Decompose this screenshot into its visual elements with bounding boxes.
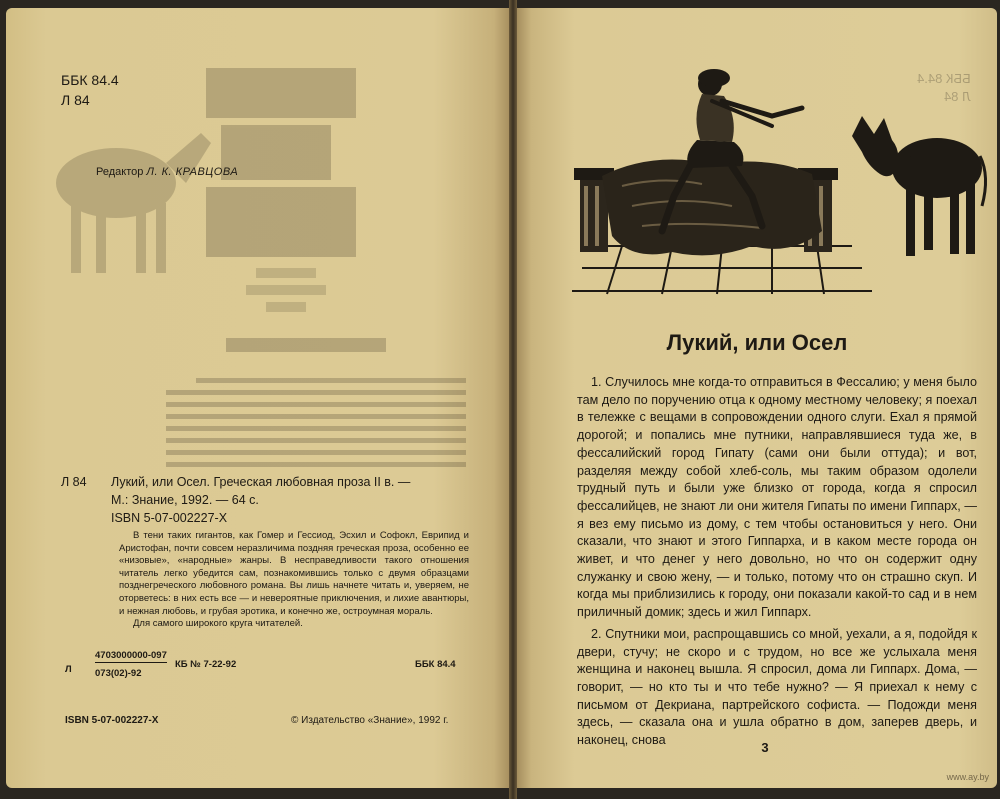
couch-icon — [574, 160, 838, 256]
copyright-notice: © Издательство «Знание», 1992 г. — [291, 715, 449, 726]
paragraph-1: 1. Случилось мне когда-то отправиться в Фессалию; у меня было там дело по поручению отца к одному местному человеку; я поехал в тележке с вещами в сопровождении одного слуги. Ехал я прямой дорогой; и попались мне путники, направлявшиеся туда же, в фессалийский город Гипату (сами они были оттуда); и вот, разделяя между собой хлеб-соль, мы таким образом одолели трудный путь и были уже близко от города, когда я спросил фессалийцев, не знают ли они жителя Гипаты по имени Гиппарх, — я вез ему письмо из дому, с тем чтобы остановиться у него. Они сказали, что знают и этого Гиппарха, и в каком месте города он живет, и что денег у него довольно, но что он содержит одну служанку и свою жену, — и только, потому что он страшно скуп. И когда мы приблизились к городу, они показали какой-то сад и в нем приличный домик; здесь и жил Гиппарх. — [577, 375, 977, 620]
chapter-body — [577, 374, 977, 754]
paragraph-2: 2. Спутники мои, распрощавшись со мной, уехали, а я, подойдя к двери, стучу; не скоро и с трудом, но все же услыхала меня женщина и наконец вышла. Я спросил, дома ли Гиппарх. Дома, — говорит, — но кто ты и что тебе нужно? — Я приехал к нему с письмом от Декриана, партрейского софиста. — Подожди меня здесь, — сказала она и ушла обратно в дом, заперев дверь, и наконец, снова — [577, 626, 977, 748]
catalog-code: Л 84 — [61, 475, 87, 489]
footer-isbn: ISBN 5-07-002227-X — [65, 715, 159, 726]
catalog-line-publisher: М.: Знание, 1992. — 64 с. — [111, 493, 259, 507]
catalog-isbn: ISBN 5-07-002227-X — [111, 511, 228, 525]
watermark: www.ay.by — [946, 772, 989, 782]
catalog-line-title: Лукий, или Осел. Греческая любовная проза II в. — — [111, 475, 411, 489]
imprint-kb: КБ № 7-22-92 — [175, 659, 237, 670]
catalog-description — [111, 473, 491, 527]
bbk-code: ББК 84.4 — [61, 72, 119, 88]
editor-label: Редактор — [96, 166, 144, 178]
left-page — [6, 8, 509, 788]
author-sign: Л 84 — [61, 92, 90, 108]
book-gutter — [509, 0, 517, 799]
imprint-letter: Л — [65, 664, 72, 675]
imprint-bbk: ББК 84.4 — [415, 659, 456, 670]
woman-and-donkey-illustration — [562, 56, 992, 296]
donkey-icon — [852, 116, 986, 256]
editor-name: Л. К. КРАВЦОВА — [146, 166, 239, 178]
bbk-classification — [61, 70, 119, 110]
chapter-title: Лукий, или Осел — [666, 330, 848, 355]
bbk-show-through: ББК 84.4 Л 84 — [917, 71, 971, 104]
imprint-number-top: 4703000000-097 — [95, 650, 167, 661]
editor-credit — [96, 166, 238, 178]
annotation-audience: Для самого широкого круга читателей. — [133, 618, 303, 630]
annotation-paragraph: В тени таких гигантов, как Гомер и Гессиод, Эсхил и Софокл, Еврипид и Аристофан, почти совсем неразличима поздняя греческая проза, особенно ее «низовые», «народные» жанры. В несправедливости такого отношения читатель легко убедится сам, познакомившись только с двумя образцами позднегреческого любовного романа. Вы лишь начнете читать и, уверяем, не оторветесь: в них есть все — и невероятные приключения, и лихие авантюры, и нежная любовь, и грубая эротика, и конечно же, остроумная мораль. — [119, 530, 469, 617]
ghost-text-block — [166, 338, 476, 468]
right-page — [517, 8, 997, 788]
imprint-number-bottom: 073(02)-92 — [95, 668, 142, 679]
page-number: 3 — [761, 740, 769, 755]
annotation — [119, 530, 469, 631]
